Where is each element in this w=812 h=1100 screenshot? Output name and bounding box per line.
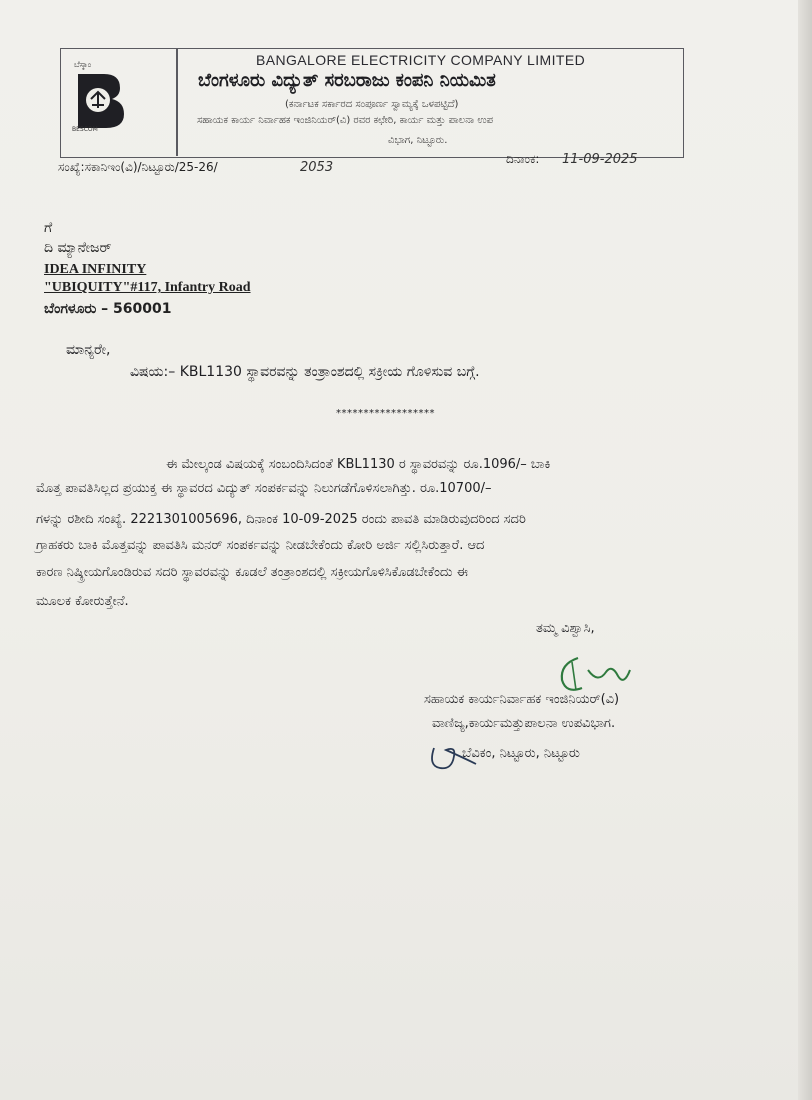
date-label: ದಿನಾಂಕ: <box>506 152 540 166</box>
body-line: ಈ ಮೇಲ್ಕಂಡ ವಿಷಯಕ್ಕೆ ಸಂಬಂದಿಸಿದಂತೆ KBL1130 ರ ಸ್ಥಾವರವನ್ನು ರೂ.1096/– ಬಾಕಿ <box>166 457 551 472</box>
bescom-logo <box>70 60 130 140</box>
recipient-title: ದಿ ಮ್ಯಾನೇಜರ್ <box>44 240 112 256</box>
reference-number-handwritten: 2053 <box>300 160 334 175</box>
company-name-english: BANGALORE ELECTRICITY COMPANY LIMITED <box>256 52 586 68</box>
signatory-designation: ಸಹಾಯಕ ಕಾರ್ಯನಿರ್ವಾಹಕ ಇಂಜಿನಿಯರ್(ವಿ) <box>424 692 620 707</box>
reference-number: ಸಂಖ್ಯೆ:ಸಕಾನಿಇಂ(ವಿ)/ನಿಟ್ಟೂರು/25-26/ <box>58 160 218 174</box>
body-line: ಕಾರಣ ನಿಷ್ಕ್ರೀಯಗೊಂಡಿರುವ ಸದರಿ ಸ್ಥಾವರವನ್ನು ಕೂಡಲೆ ತಂತ್ರಾಂಶದಲ್ಲಿ ಸಕ್ರೀಯಗೊಳಿಸಿಕೊಡಬೇಕೆಂದು ಈ <box>36 565 468 580</box>
body-line: ಗ್ರಾಹಕರು ಬಾಕಿ ಮೊತ್ತವನ್ನು ಪಾವತಿಸಿ ಮನರ್ ಸಂಪರ್ಕವನ್ನು ನೀಡಬೇಕೆಂದು ಕೋರಿ ಅರ್ಜಿ ಸಲ್ಲಿಸಿರುತ್ತಾರೆ. ಆದ <box>36 538 485 553</box>
body-line: ಮೊತ್ತ ಪಾವತಿಸಿಲ್ಲದ ಪ್ರಯುಕ್ತ ಈ ಸ್ಥಾವರದ ವಿದ್ಯುತ್ ಸಂಪರ್ಕವನ್ನು ನಿಲುಗಡೆಗೊಳಿಸಲಾಗಿತ್ತು. ರೂ.10700/– <box>36 481 492 496</box>
logo-top-text: ಬೆಸ್ಕಾಂ <box>74 60 92 69</box>
logo-bottom-text: BESCOM <box>72 126 98 133</box>
office-address-line: ಸಹಾಯಕ ಕಾರ್ಯ ನಿರ್ವಾಹಕ ಇಂಜಿನಿಯರ್(ವಿ) ರವರ ಕಛೇರಿ, ಕಾರ್ಯ ಮತ್ತು ಪಾಲನಾ ಉಪ <box>197 115 494 126</box>
recipient-city: ಬೆಂಗಳೂರು – 560001 <box>44 301 172 317</box>
page-edge <box>798 0 812 1100</box>
body-line: ಗಳನ್ನು ರಶೀದಿ ಸಂಖ್ಯೆ. 2221301005696, ದಿನಾಂಕ 10-09-2025 ರಂದು ಪಾವತಿ ಮಾಡಿರುವುದರಿಂದ ಸದರಿ <box>36 512 526 527</box>
separator-stars: ****************** <box>336 408 435 419</box>
subject-line: ವಿಷಯ:– KBL1130 ಸ್ಥಾವರವನ್ನು ತಂತ್ರಾಂಶದಲ್ಲಿ ಸಕ್ರೀಯ ಗೊಳಿಸುವ ಬಗ್ಗೆ. <box>130 364 480 380</box>
recipient-to: ಗೆ <box>44 220 53 236</box>
company-name-kannada: ಬೆಂಗಳೂರು ವಿದ್ಯುತ್ ಸರಬರಾಜು ಕಂಪನಿ ನಿಯಮಿತ <box>198 70 496 91</box>
recipient-address: "UBIQUITY"#117, Infantry Road <box>44 280 251 295</box>
letterhead-subtitle: (ಕರ್ನಾಟಕ ಸರ್ಕಾರದ ಸಂಪೂರ್ಣ ಸ್ವಾಮ್ಯಕ್ಕೆ ಒಳಪಟ್ಟಿದೆ) <box>285 99 459 110</box>
body-line: ಮೂಲಕ ಕೋರುತ್ತೇನೆ. <box>36 594 129 609</box>
closing: ತಮ್ಮ ವಿಶ್ವಾಸಿ, <box>536 621 595 636</box>
signatory-office: ಬೆವಿಕಂ, ನಿಟ್ಟೂರು, ನಿಟ್ಟೂರು <box>462 746 580 761</box>
office-address-line-2: ವಿಭಾಗ, ನಿಟ್ಟೂರು. <box>388 135 448 146</box>
salutation: ಮಾನ್ಯರೇ, <box>66 342 111 358</box>
recipient-company: IDEA INFINITY <box>44 262 147 277</box>
letterhead-divider <box>176 48 178 156</box>
signatory-division: ವಾಣಿಜ್ಯ,ಕಾರ್ಯಮತ್ತುಪಾಲನಾ ಉಪವಿಭಾಗ. <box>432 716 616 731</box>
date-handwritten: 11-09-2025 <box>562 152 638 167</box>
